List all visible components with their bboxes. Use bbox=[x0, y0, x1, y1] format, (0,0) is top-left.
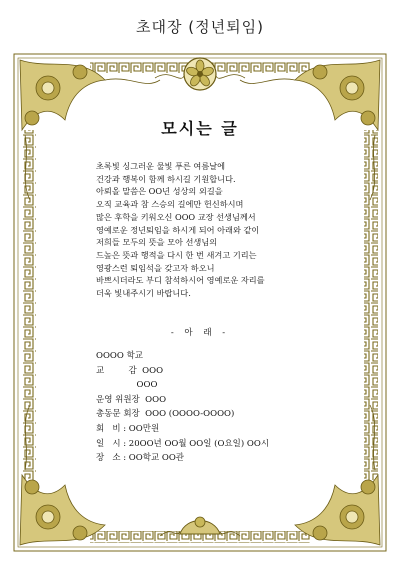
detail-row: 회 비 : OO만원 bbox=[96, 423, 160, 434]
body-line: 오직 교육과 참 스승의 길에만 헌신하시며 bbox=[96, 199, 244, 210]
body-line: 건강과 행복이 함께 하시길 기원합니다. bbox=[96, 173, 236, 184]
body-line: 영광스런 퇴임석을 갖고자 하오니 bbox=[96, 262, 215, 273]
details-divider: - 아 래 - bbox=[170, 328, 230, 338]
left-border-pattern bbox=[22, 130, 36, 480]
detail-row: 교 감 OOO bbox=[96, 365, 164, 376]
right-border-pattern bbox=[364, 130, 378, 480]
detail-row: 일 시 : 20OO년 OO월 OO일 (O요일) OO시 bbox=[96, 438, 270, 449]
document-title: 초대장 (정년퇴임) bbox=[136, 18, 264, 36]
body-line: 드높은 뜻과 행적을 다시 한 번 새겨고 기리는 bbox=[96, 249, 257, 260]
body-line: 많은 후학을 키워오신 OOO 교장 선생님께서 bbox=[96, 211, 256, 222]
body-line: 더욱 빛내주시기 바랍니다. bbox=[96, 288, 191, 299]
invitation-body bbox=[96, 160, 336, 300]
detail-row: 총동문 회장 OOO (OOOO-OOOO) bbox=[96, 409, 235, 420]
invitation-heading: 모시는 글 bbox=[161, 119, 239, 138]
body-line: 영예로운 정년퇴임을 하시게 되어 아래와 같이 bbox=[96, 224, 260, 235]
detail-row: 장 소 : OO학교 OO관 bbox=[96, 453, 185, 464]
body-line: 아뢰올 말씀은 OO년 성상의 외길을 bbox=[96, 186, 223, 197]
body-line: 바쁘시더라도 부디 참석하시어 영예로운 자리를 bbox=[96, 275, 265, 286]
detail-row: OOO bbox=[96, 380, 158, 391]
event-details bbox=[96, 349, 336, 466]
detail-row: 운영 위원장 OOO bbox=[96, 394, 167, 405]
body-line: 저희들 모두의 뜻을 모아 선생님의 bbox=[96, 237, 218, 248]
body-line: 초록빛 싱그러운 물빛 푸른 여름날에 bbox=[96, 161, 226, 171]
detail-row: OOOO 학교 bbox=[96, 351, 143, 361]
